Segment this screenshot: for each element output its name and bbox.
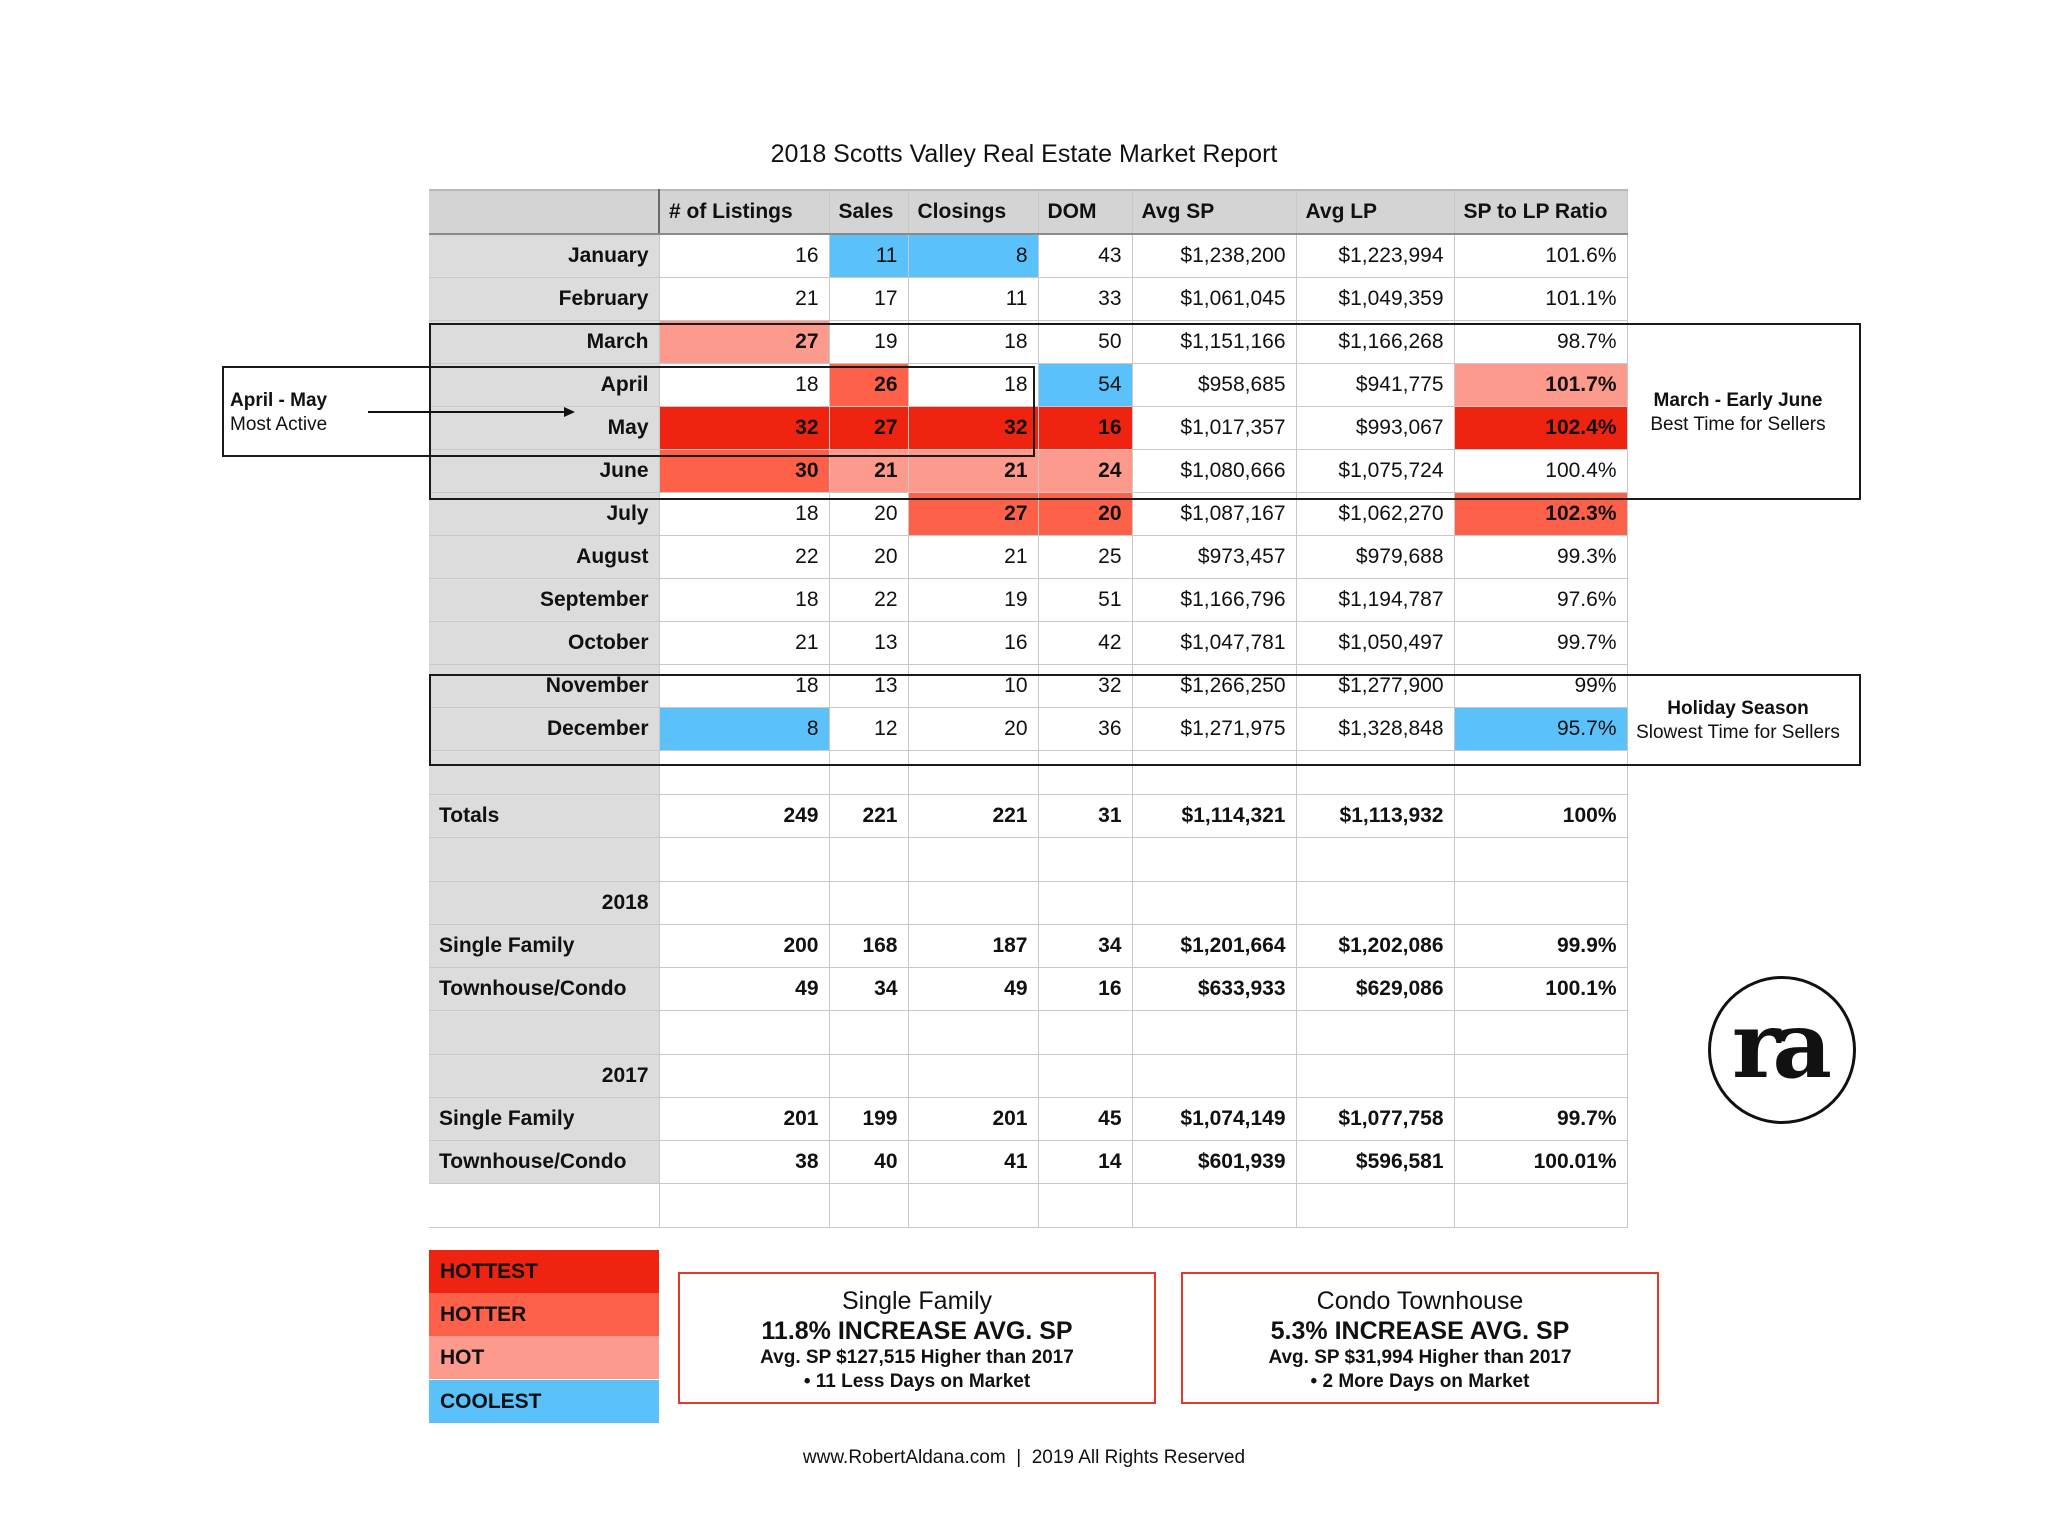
month-label: November bbox=[429, 664, 659, 707]
month-label: July bbox=[429, 492, 659, 535]
cell-dom: 20 bbox=[1038, 492, 1132, 535]
cell-listings: 30 bbox=[659, 449, 829, 492]
cell-sales: 13 bbox=[829, 664, 908, 707]
cell-sales: 21 bbox=[829, 449, 908, 492]
cell-sales: 17 bbox=[829, 277, 908, 320]
cell-sales: 13 bbox=[829, 621, 908, 664]
cell-listings: 18 bbox=[659, 664, 829, 707]
cell-avg-sp: $1,047,781 bbox=[1132, 621, 1296, 664]
condo-townhouse-summary bbox=[1181, 1272, 1659, 1404]
condo-summary-title: Condo Townhouse bbox=[1316, 1287, 1524, 1315]
cell-listings: 16 bbox=[659, 234, 829, 277]
cell-listings: 8 bbox=[659, 707, 829, 750]
cell-ratio: 99.7% bbox=[1454, 621, 1627, 664]
april-may-note-title: April - May bbox=[230, 390, 328, 411]
row-label: Townhouse/Condo bbox=[429, 1140, 659, 1183]
month-label: September bbox=[429, 578, 659, 621]
footer-text: www.RobertAldana.com | 2019 All Rights Reserved bbox=[802, 1447, 1246, 1468]
robert-aldana-logo bbox=[1708, 976, 1856, 1124]
single-family-summary bbox=[678, 1272, 1156, 1404]
report-title: 2018 Scotts Valley Real Estate Market Report bbox=[770, 140, 1278, 168]
cell-sales: 34 bbox=[829, 967, 908, 1010]
cell-ratio: 101.6% bbox=[1454, 234, 1627, 277]
cell-closings: 32 bbox=[908, 406, 1038, 449]
column-header-dom: DOM bbox=[1038, 190, 1132, 234]
cell-avg-lp: $1,194,787 bbox=[1296, 578, 1454, 621]
month-label: January bbox=[429, 234, 659, 277]
row-label: Single Family bbox=[429, 1097, 659, 1140]
table-row bbox=[429, 1097, 1627, 1140]
cell-dom: 50 bbox=[1038, 320, 1132, 363]
year-2018-label: 2018 bbox=[429, 881, 659, 924]
cell-sales: 20 bbox=[829, 535, 908, 578]
cell-listings: 22 bbox=[659, 535, 829, 578]
month-label: October bbox=[429, 621, 659, 664]
cell-ratio: 102.4% bbox=[1454, 406, 1627, 449]
month-row-october bbox=[429, 621, 1627, 664]
totals-label: Totals bbox=[429, 794, 659, 837]
column-header-closings: Closings bbox=[908, 190, 1038, 234]
cell-closings: 41 bbox=[908, 1140, 1038, 1183]
table-header-row bbox=[429, 190, 1627, 234]
cell-listings: 49 bbox=[659, 967, 829, 1010]
cell-avg-lp: $596,581 bbox=[1296, 1140, 1454, 1183]
cell-closings: 16 bbox=[908, 621, 1038, 664]
table-row bbox=[429, 924, 1627, 967]
condo-summary-line2: • 2 More Days on Market bbox=[1310, 1371, 1530, 1392]
cell-ratio: 99.9% bbox=[1454, 924, 1627, 967]
condo-summary-headline: 5.3% INCREASE AVG. SP bbox=[1270, 1317, 1570, 1345]
month-label: February bbox=[429, 277, 659, 320]
month-row-august bbox=[429, 535, 1627, 578]
cell-avg-sp: $1,087,167 bbox=[1132, 492, 1296, 535]
cell-dom: 16 bbox=[1038, 406, 1132, 449]
cell-avg-sp: $1,061,045 bbox=[1132, 277, 1296, 320]
holiday-season-note-title: Holiday Season bbox=[1667, 698, 1809, 719]
cell-avg-sp: $1,271,975 bbox=[1132, 707, 1296, 750]
cell-closings: 20 bbox=[908, 707, 1038, 750]
single-family-summary-headline: 11.8% INCREASE AVG. SP bbox=[761, 1317, 1073, 1345]
cell-closings: 18 bbox=[908, 363, 1038, 406]
month-label: April bbox=[429, 363, 659, 406]
cell-closings: 8 bbox=[908, 234, 1038, 277]
legend-coolest: COOLEST bbox=[429, 1380, 659, 1423]
cell-avg-sp: $1,266,250 bbox=[1132, 664, 1296, 707]
month-label: March bbox=[429, 320, 659, 363]
cell-sales: 19 bbox=[829, 320, 908, 363]
spacer-row bbox=[429, 1010, 1627, 1054]
cell-dom: 16 bbox=[1038, 967, 1132, 1010]
cell-ratio: 101.7% bbox=[1454, 363, 1627, 406]
cell-ratio: 102.3% bbox=[1454, 492, 1627, 535]
legend-hottest: HOTTEST bbox=[429, 1250, 659, 1293]
month-label: December bbox=[429, 707, 659, 750]
cell-listings: 18 bbox=[659, 492, 829, 535]
cell-avg-lp: $979,688 bbox=[1296, 535, 1454, 578]
cell-dom: 42 bbox=[1038, 621, 1132, 664]
year-2017-label: 2017 bbox=[429, 1054, 659, 1097]
month-row-january bbox=[429, 234, 1627, 277]
cell-dom: 24 bbox=[1038, 449, 1132, 492]
single-family-summary-line1: Avg. SP $127,515 Higher than 2017 bbox=[760, 1347, 1074, 1368]
cell-ratio: 100.1% bbox=[1454, 967, 1627, 1010]
cell-listings: 201 bbox=[659, 1097, 829, 1140]
holiday-season-note bbox=[1620, 697, 1856, 745]
cell-avg-sp: $958,685 bbox=[1132, 363, 1296, 406]
cell-avg-lp: $1,277,900 bbox=[1296, 664, 1454, 707]
table-row bbox=[429, 967, 1627, 1010]
holiday-season-note-subtitle: Slowest Time for Sellers bbox=[1636, 722, 1840, 743]
arrow-right-icon bbox=[368, 404, 576, 420]
cell-listings: 21 bbox=[659, 277, 829, 320]
row-label: Townhouse/Condo bbox=[429, 967, 659, 1010]
cell-ratio: 99% bbox=[1454, 664, 1627, 707]
totals-ratio: 100% bbox=[1454, 794, 1627, 837]
cell-closings: 11 bbox=[908, 277, 1038, 320]
cell-avg-lp: $1,049,359 bbox=[1296, 277, 1454, 320]
legend-hot: HOT bbox=[429, 1336, 659, 1379]
march-june-note bbox=[1630, 389, 1846, 437]
column-header-avg-lp: Avg LP bbox=[1296, 190, 1454, 234]
totals-listings: 249 bbox=[659, 794, 829, 837]
cell-ratio: 101.1% bbox=[1454, 277, 1627, 320]
cell-listings: 32 bbox=[659, 406, 829, 449]
cell-ratio: 100.01% bbox=[1454, 1140, 1627, 1183]
row-label: Single Family bbox=[429, 924, 659, 967]
month-label: August bbox=[429, 535, 659, 578]
totals-dom: 31 bbox=[1038, 794, 1132, 837]
spacer-row bbox=[429, 1183, 1627, 1227]
cell-ratio: 95.7% bbox=[1454, 707, 1627, 750]
cell-closings: 10 bbox=[908, 664, 1038, 707]
cell-sales: 20 bbox=[829, 492, 908, 535]
cell-listings: 200 bbox=[659, 924, 829, 967]
cell-listings: 27 bbox=[659, 320, 829, 363]
cell-sales: 168 bbox=[829, 924, 908, 967]
table-row bbox=[429, 1140, 1627, 1183]
cell-closings: 187 bbox=[908, 924, 1038, 967]
cell-ratio: 99.3% bbox=[1454, 535, 1627, 578]
cell-avg-sp: $601,939 bbox=[1132, 1140, 1296, 1183]
cell-avg-lp: $1,202,086 bbox=[1296, 924, 1454, 967]
cell-avg-lp: $1,050,497 bbox=[1296, 621, 1454, 664]
cell-closings: 201 bbox=[908, 1097, 1038, 1140]
column-header-avg-sp: Avg SP bbox=[1132, 190, 1296, 234]
column-header-blank bbox=[429, 190, 659, 234]
cell-dom: 34 bbox=[1038, 924, 1132, 967]
cell-avg-sp: $1,080,666 bbox=[1132, 449, 1296, 492]
april-may-note bbox=[230, 389, 352, 437]
cell-listings: 18 bbox=[659, 578, 829, 621]
cell-listings: 18 bbox=[659, 363, 829, 406]
spacer-row bbox=[429, 837, 1627, 881]
single-family-summary-title: Single Family bbox=[841, 1287, 993, 1315]
cell-sales: 40 bbox=[829, 1140, 908, 1183]
column-header-sp-lp-ratio: SP to LP Ratio bbox=[1454, 190, 1627, 234]
cell-sales: 22 bbox=[829, 578, 908, 621]
condo-summary-line1: Avg. SP $31,994 Higher than 2017 bbox=[1268, 1347, 1572, 1368]
cell-avg-sp: $1,166,796 bbox=[1132, 578, 1296, 621]
cell-dom: 32 bbox=[1038, 664, 1132, 707]
month-label: May bbox=[429, 406, 659, 449]
cell-avg-sp: $1,017,357 bbox=[1132, 406, 1296, 449]
month-label: June bbox=[429, 449, 659, 492]
cell-dom: 43 bbox=[1038, 234, 1132, 277]
cell-avg-lp: $1,223,994 bbox=[1296, 234, 1454, 277]
cell-avg-sp: $1,074,149 bbox=[1132, 1097, 1296, 1140]
cell-avg-sp: $633,933 bbox=[1132, 967, 1296, 1010]
cell-avg-lp: $993,067 bbox=[1296, 406, 1454, 449]
cell-avg-lp: $1,077,758 bbox=[1296, 1097, 1454, 1140]
column-header-listings: # of Listings bbox=[659, 190, 829, 234]
cell-avg-lp: $941,775 bbox=[1296, 363, 1454, 406]
month-row-september bbox=[429, 578, 1627, 621]
march-june-note-subtitle: Best Time for Sellers bbox=[1650, 414, 1826, 435]
cell-ratio: 100.4% bbox=[1454, 449, 1627, 492]
single-family-summary-line2: • 11 Less Days on Market bbox=[803, 1371, 1031, 1392]
cell-sales: 199 bbox=[829, 1097, 908, 1140]
cell-ratio: 97.6% bbox=[1454, 578, 1627, 621]
totals-avg-lp: $1,113,932 bbox=[1296, 794, 1454, 837]
cell-closings: 21 bbox=[908, 535, 1038, 578]
cell-dom: 51 bbox=[1038, 578, 1132, 621]
march-june-note-title: March - Early June bbox=[1653, 390, 1823, 411]
cell-avg-sp: $1,201,664 bbox=[1132, 924, 1296, 967]
cell-dom: 45 bbox=[1038, 1097, 1132, 1140]
cell-dom: 14 bbox=[1038, 1140, 1132, 1183]
cell-ratio: 99.7% bbox=[1454, 1097, 1627, 1140]
year-2018-header-row bbox=[429, 881, 1627, 924]
cell-avg-sp: $1,151,166 bbox=[1132, 320, 1296, 363]
year-2017-header-row bbox=[429, 1054, 1627, 1097]
cell-closings: 18 bbox=[908, 320, 1038, 363]
cell-avg-sp: $973,457 bbox=[1132, 535, 1296, 578]
legend-hotter: HOTTER bbox=[429, 1293, 659, 1336]
totals-row bbox=[429, 794, 1627, 837]
cell-listings: 38 bbox=[659, 1140, 829, 1183]
totals-avg-sp: $1,114,321 bbox=[1132, 794, 1296, 837]
cell-sales: 26 bbox=[829, 363, 908, 406]
cell-sales: 11 bbox=[829, 234, 908, 277]
cell-avg-lp: $1,075,724 bbox=[1296, 449, 1454, 492]
month-row-february bbox=[429, 277, 1627, 320]
column-header-sales: Sales bbox=[829, 190, 908, 234]
cell-avg-lp: $1,328,848 bbox=[1296, 707, 1454, 750]
cell-closings: 19 bbox=[908, 578, 1038, 621]
cell-listings: 21 bbox=[659, 621, 829, 664]
logo-text: ra bbox=[1731, 991, 1825, 1099]
cell-closings: 49 bbox=[908, 967, 1038, 1010]
totals-sales: 221 bbox=[829, 794, 908, 837]
cell-sales: 27 bbox=[829, 406, 908, 449]
totals-closings: 221 bbox=[908, 794, 1038, 837]
cell-sales: 12 bbox=[829, 707, 908, 750]
cell-avg-lp: $629,086 bbox=[1296, 967, 1454, 1010]
cell-dom: 33 bbox=[1038, 277, 1132, 320]
cell-ratio: 98.7% bbox=[1454, 320, 1627, 363]
cell-avg-lp: $1,062,270 bbox=[1296, 492, 1454, 535]
april-may-note-subtitle: Most Active bbox=[230, 414, 328, 435]
cell-dom: 25 bbox=[1038, 535, 1132, 578]
summary-rows bbox=[429, 750, 1627, 1227]
cell-closings: 27 bbox=[908, 492, 1038, 535]
cell-avg-lp: $1,166,268 bbox=[1296, 320, 1454, 363]
cell-dom: 36 bbox=[1038, 707, 1132, 750]
cell-closings: 21 bbox=[908, 449, 1038, 492]
cell-avg-sp: $1,238,200 bbox=[1132, 234, 1296, 277]
cell-dom: 54 bbox=[1038, 363, 1132, 406]
